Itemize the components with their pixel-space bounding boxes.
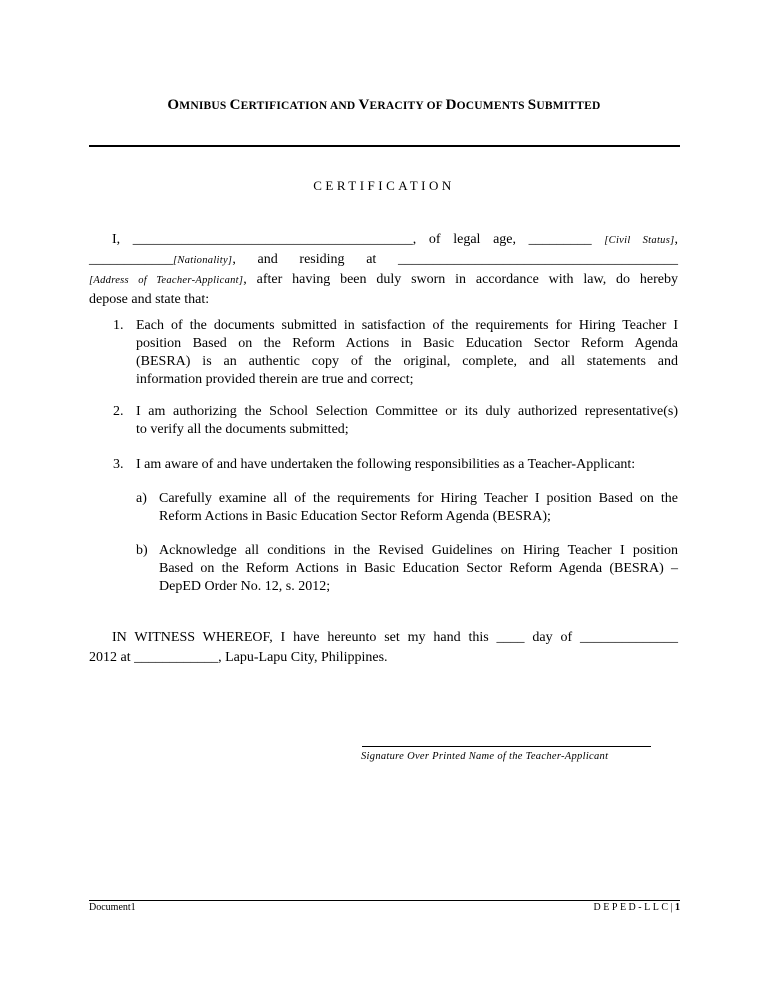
intro-line-1-end: , — [674, 232, 678, 247]
civil-status-hint: [Civil Status] — [604, 235, 675, 246]
sub-item-body — [159, 490, 678, 526]
title-cap-1: O — [167, 97, 180, 113]
intro-line-4: depose and state that: — [89, 292, 210, 307]
title-cap-3: V — [358, 97, 370, 113]
list-marker: 2. — [113, 404, 124, 419]
list-item-line: information provided therein are true and correct; — [136, 372, 414, 387]
list-item-line: to verify all the documents submitted; — [136, 422, 349, 437]
footer-org-code: DEPED-LLC| — [593, 902, 675, 913]
intro-line-3-text: , after having been duly sworn in accordance with law, do hereby — [243, 272, 678, 287]
sub-item-line: Reform Actions in Basic Education Sector Reform Agenda (BESRA); — [159, 509, 551, 524]
address-hint: [Address of Teacher-Applicant] — [89, 275, 244, 286]
list-item-body — [136, 403, 678, 439]
footer-divider — [89, 900, 680, 901]
sub-item-line: Acknowledge all conditions in the Revised Guidelines on Hiring Teacher I position — [159, 543, 678, 558]
title-rest-4: OCUMENTS — [456, 100, 528, 112]
title-rest-5: UBMITTED — [536, 100, 601, 112]
intro-line-2 — [89, 250, 678, 270]
signature-label: Signature Over Printed Name of the Teacher-Applicant — [361, 751, 609, 762]
list-item-line: I am aware of and have undertaken the following responsibilities as a Teacher-Applicant: — [136, 457, 636, 472]
list-item-body — [136, 317, 678, 389]
title-rest-3: ERACITY OF — [369, 100, 446, 112]
title-cap-2: C — [229, 97, 241, 113]
title-rest-2: ERTIFICATION AND — [240, 100, 359, 112]
sub-item-marker: b) — [136, 543, 148, 558]
list-item-body — [136, 456, 678, 474]
list-marker: 3. — [113, 457, 124, 472]
list-item-line: (BESRA) is an authentic copy of the original, complete, and all statements and — [136, 354, 678, 369]
signature-line — [362, 746, 651, 747]
footer-page-label — [594, 902, 680, 913]
intro-line-3 — [89, 270, 678, 290]
title-divider — [89, 145, 680, 147]
intro-line-2-text: , and residing at ________________________________________ — [232, 252, 678, 267]
intro-line-1 — [89, 230, 678, 250]
sub-item-body — [159, 542, 678, 596]
witness-line-2: 2012 at ____________, Lapu-Lapu City, Philippines. — [89, 650, 388, 665]
intro-line-2-blank: ____________ — [89, 252, 173, 267]
sub-item-line: DepED Order No. 12, s. 2012; — [159, 579, 331, 594]
nationality-hint: [Nationality] — [173, 255, 233, 266]
intro-line-1-text: I, ________________________________________, of legal age, _________ — [112, 232, 605, 247]
list-item-line: Each of the documents submitted in satisfaction of the requirements for Hiring Teacher I — [136, 318, 678, 333]
intro-paragraph — [89, 230, 678, 309]
list-marker: 1. — [113, 318, 124, 333]
title-rest-1: MNIBUS — [179, 100, 230, 112]
sub-item-line: Carefully examine all of the requirements for Hiring Teacher I position Based on the — [159, 491, 678, 506]
title-cap-4: D — [445, 97, 457, 113]
witness-paragraph — [89, 628, 678, 668]
list-item-line: position Based on the Reform Actions in Basic Education Sector Reform Agenda — [136, 336, 678, 351]
title-cap-5: S — [527, 97, 537, 113]
certification-heading: CERTIFICATION — [313, 178, 455, 193]
list-item-line: I am authorizing the School Selection Committee or its duly authorized representative(s) — [136, 404, 678, 419]
footer-document-name: Document1 — [89, 902, 136, 913]
document-title — [0, 97, 768, 114]
sub-item-line: Based on the Reform Actions in Basic Education Sector Reform Agenda (BESRA) – — [159, 561, 678, 576]
page-number: 1 — [675, 902, 680, 913]
sub-item-marker: a) — [136, 491, 147, 506]
witness-line-1: IN WITNESS WHEREOF, I have hereunto set my hand this ____ day of ______________ — [112, 630, 678, 645]
